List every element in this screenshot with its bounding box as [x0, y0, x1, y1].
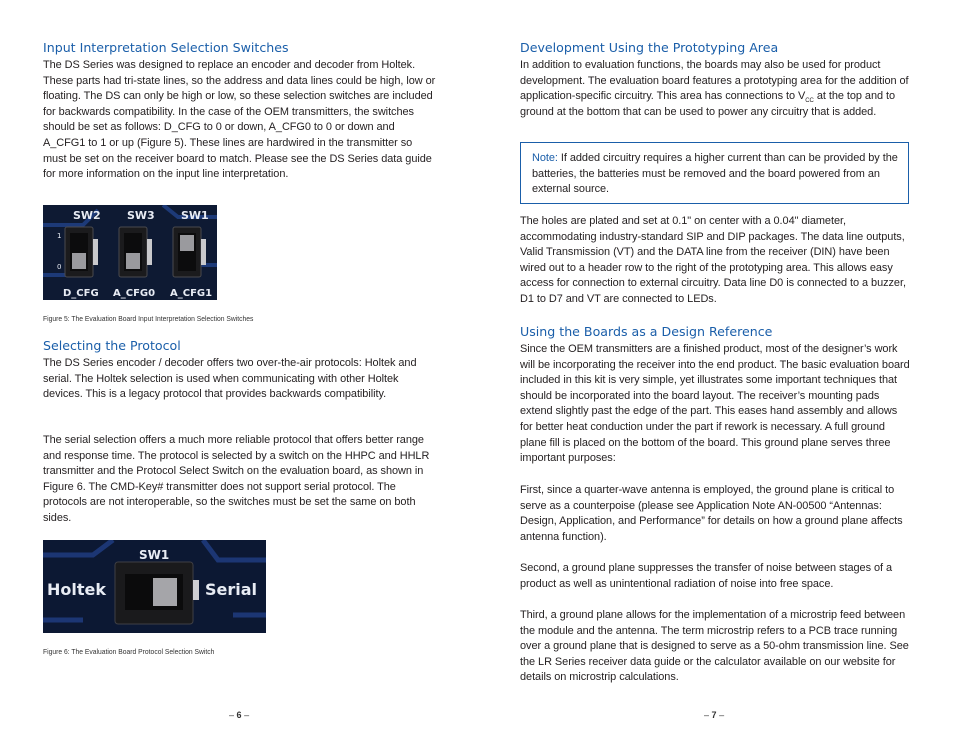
- note-box: [520, 142, 909, 204]
- heading-input-interpretation: Input Interpretation Selection Switches: [43, 40, 289, 55]
- figure-5-photo: [43, 205, 217, 300]
- fig5-switch-acfg0: [119, 227, 152, 277]
- fig5-label-sw3: SW3: [127, 209, 155, 222]
- fig5-switch-dcfg: [65, 227, 98, 277]
- paragraph-design-reference: Since the OEM transmitters are a finished product, most of the designer’s work will be incorporating the receiver into the end product. The basic evaluation board included in this kit is very simple, yet illustrates some important techniques that should be incorporated into the board layout. The receiver’s mounting pads extend slightly past the edge of the part. This eases hand assembly and allows for better heat conduction under the part if rework is necessary. A full ground plane fill is placed on the bottom of the board. This ground plane serves three important purposes:: [520, 343, 910, 465]
- heading-prototyping-area: Development Using the Prototyping Area: [520, 40, 779, 55]
- fig5-mark-0: 0: [57, 263, 62, 271]
- paragraph-second-purpose: Second, a ground plane suppresses the transfer of noise between stages of a product as well as unintentional radiation of noise into free space.: [520, 562, 893, 590]
- figure-5-caption: Figure 5: The Evaluation Board Input Interpretation Selection Switches: [43, 314, 254, 323]
- fig6-label-serial: Serial: [205, 580, 258, 599]
- paragraph-input-interpretation: The DS Series was designed to replace an encoder and decoder from Holtek. These parts had tri-state lines, so the address and data lines could be high, low or floating. The DS can only be high or low, so these selection switches are included for backwards compatibility. In the case of the OEM transmitters, the switches should be set as follows: D_CFG to 0 or down, A_CFG0 to 0 or down and A_CFG1 to 1 or up (Figure 5). These lines are hardwired in the transmitter so must be set on the receiver board to match. Please see the DS Series data guide for more information on the input line interpretation.: [43, 59, 436, 181]
- note-text: Note: If added circuitry requires a higher current than can be provided by the batteries, the batteries must be removed and the board powered from an external source.: [532, 152, 898, 196]
- paragraph-protocol-intro: The DS Series encoder / decoder offers two over-the-air protocols: Holtek and serial. The Holtek selection is used when communicating with other Holtek devices. This is a legacy protocol that provides backwards compatibility.: [43, 357, 417, 401]
- paragraph-first-purpose: First, since a quarter-wave antenna is employed, the ground plane is critical to serve as a counterpoise (please see Application Note AN-00500 “Antennas: Design, Application, and Performance” for details on how a ground plane affects antenna function).: [520, 484, 903, 543]
- fig5-label-sw2: SW2: [73, 209, 101, 222]
- paragraph-holes: The holes are plated and set at 0.1" on center with a 0.04" diameter, accommodating industry-standard SIP and DIP packages. The data line outputs, Valid Transmission (VT) and the DATA line from the receiver (DIN) have been wired out to a header row to the right of the prototyping area. This allows easy access for connection to external circuitry. Data line D0 is connected to a buzzer, D1 to D7 and VT are connected to LEDs.: [520, 215, 906, 305]
- heading-design-reference: Using the Boards as a Design Reference: [520, 324, 773, 339]
- fig5-label-sw1: SW1: [181, 209, 209, 222]
- fig6-label-sw1: SW1: [139, 548, 170, 562]
- fig5-label-dcfg: D_CFG: [63, 288, 99, 299]
- note-label: Note:: [532, 152, 558, 164]
- page-number-left: – 6 –: [229, 710, 250, 720]
- figure-6-caption: Figure 6: The Evaluation Board Protocol Selection Switch: [43, 647, 215, 656]
- fig5-label-acfg1: A_CFG1: [170, 288, 213, 299]
- heading-selecting-protocol: Selecting the Protocol: [43, 338, 181, 353]
- fig6-label-holtek: Holtek: [47, 580, 107, 599]
- fig5-label-acfg0: A_CFG0: [113, 288, 156, 299]
- paragraph-third-purpose: Third, a ground plane allows for the implementation of a microstrip feed between the module and the antenna. The term microstrip refers to a PCB trace running over a ground plane that is designed to serve as a 50-ohm transmission line. See the LR Series receiver data guide or the calculator available on our website for details on microstrip calculations.: [520, 609, 909, 684]
- paragraph-prototyping-area: In addition to evaluation functions, the boards may also be used for product development. The evaluation board features a prototyping area for the addition of application-specific circuitry. This area has connections to $V_{CC}$ at the top and to ground at the bottom that can be used to power any circuitry that is added.: [520, 59, 909, 118]
- fig6-switch: [115, 562, 199, 624]
- figure-6-photo: [43, 540, 266, 633]
- page-number-right: – 7 –: [704, 710, 725, 720]
- fig5-switch-acfg1: [173, 227, 206, 277]
- paragraph-serial-selection: The serial selection offers a much more reliable protocol that offers better range and response time. The protocol is selected by a switch on the HHPC and HHLR transmitter and the Protocol Select Switch on the evaluation board, as shown in Figure 6. The CMD-Key# transmitter does not support serial protocol. The protocols are not interoperable, so the switches must be set the same on both sides.: [43, 434, 430, 524]
- fig5-mark-1: 1: [57, 232, 62, 240]
